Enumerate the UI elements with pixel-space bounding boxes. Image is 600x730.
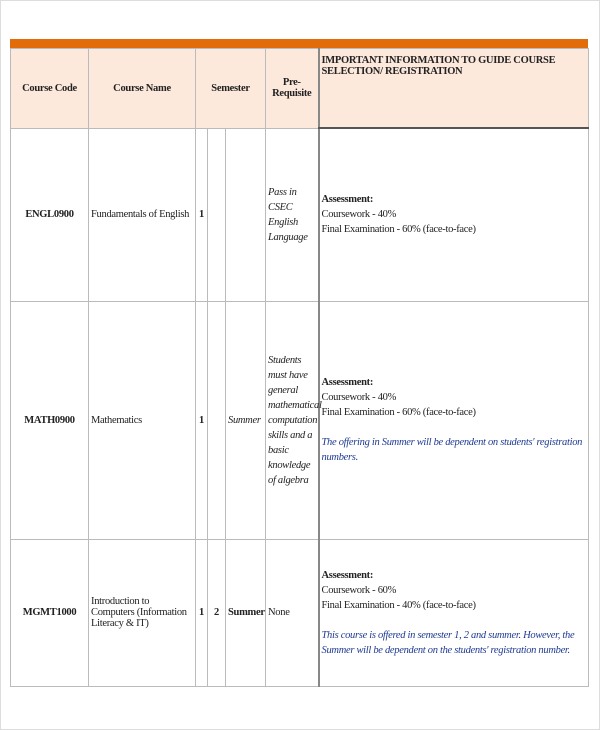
table-row [11, 128, 589, 301]
semester-summer [226, 128, 266, 301]
header-course-code: Course Code [11, 49, 89, 129]
exam: Final Examination - 40% (face-to-face) [321, 599, 476, 611]
coursework: Coursework - 40% [321, 209, 397, 221]
info-cell [319, 301, 589, 539]
coursework: Coursework - 40% [321, 392, 397, 403]
header-prerequisite: Pre-Requisite [266, 49, 319, 129]
exam: Final Examination - 60% (face-to-face) [321, 407, 476, 418]
course-table [10, 48, 589, 687]
header-info: IMPORTANT INFORMATION TO GUIDE COURSE SELECTION/ REGISTRATION [319, 49, 589, 129]
assessment-label: Assessment: [321, 194, 374, 206]
semester-1: 1 [196, 539, 208, 686]
course-name: Mathematics [89, 301, 196, 539]
prerequisite: Students must have general mathematical computation skills and a basic knowledge of algebra [266, 301, 319, 539]
prerequisite: None [266, 539, 319, 686]
header-row [11, 49, 589, 129]
course-code: MATH0900 [11, 301, 89, 539]
semester-summer: Summer [226, 301, 266, 539]
note: This course is offered in semester 1, 2 and summer. However, the Summer will be dependent on the students' registration number. [321, 629, 575, 656]
assessment-label: Assessment: [321, 569, 374, 581]
note: The offering in Summer will be dependent on students' registration numbers. [321, 437, 583, 463]
prerequisite: Pass in CSEC English Language [266, 128, 319, 301]
exam: Final Examination - 60% (face-to-face) [321, 224, 476, 236]
title-bar [10, 39, 588, 48]
header-semester: Semester [196, 49, 266, 129]
table-row [11, 539, 589, 686]
course-name: Fundamentals of English [89, 128, 196, 301]
info-cell [319, 128, 589, 301]
course-code: ENGL0900 [11, 128, 89, 301]
semester-1: 1 [196, 128, 208, 301]
coursework: Coursework - 60% [321, 584, 397, 596]
course-code: MGMT1000 [11, 539, 89, 686]
assessment-label: Assessment: [321, 377, 374, 388]
course-name: Introduction to Computers (Information Literacy & IT) [89, 539, 196, 686]
semester-1: 1 [196, 301, 208, 539]
table-row [11, 301, 589, 539]
header-course-name: Course Name [89, 49, 196, 129]
semester-2: 2 [208, 539, 226, 686]
semester-summer: Summer [226, 539, 266, 686]
info-cell [319, 539, 589, 686]
semester-2 [208, 128, 226, 301]
semester-2 [208, 301, 226, 539]
